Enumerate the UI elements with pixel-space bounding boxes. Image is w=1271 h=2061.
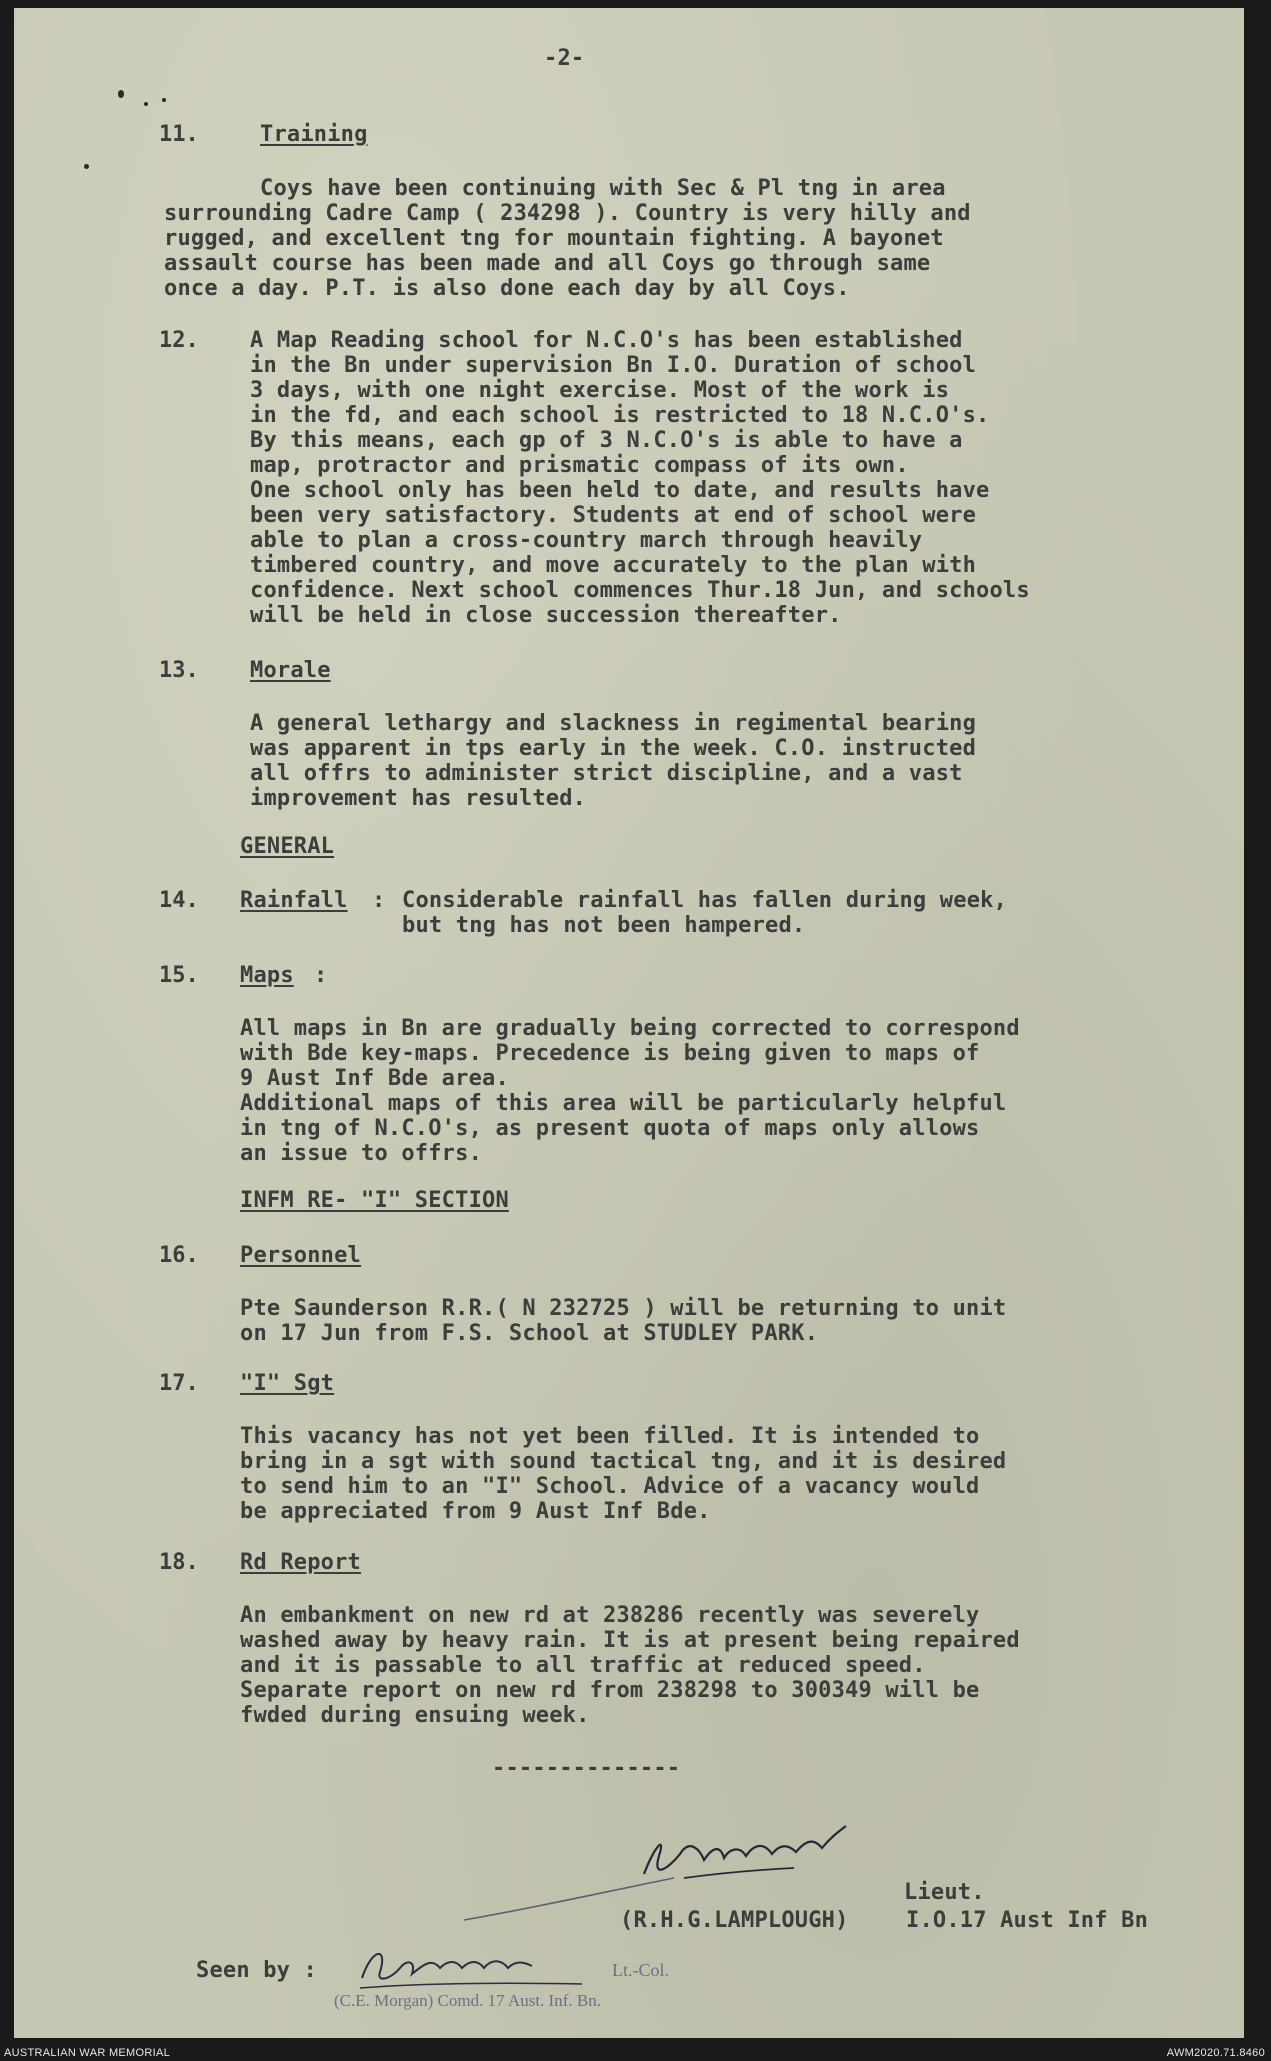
text-line: Separate report on new rd from 238298 to 300349 will be [240, 1678, 980, 1703]
text-line: timbered country, and move accurately to the plan with [250, 553, 977, 578]
section-heading: Morale [250, 658, 331, 683]
text-line: 9 Aust Inf Bde area. [240, 1066, 509, 1091]
text-line: able to plan a cross-country march through heavily [250, 528, 923, 553]
section-number: 16. [159, 1243, 199, 1268]
text-line: in the fd, and each school is restricted to 18 N.C.O's. [250, 403, 990, 428]
text-line: A general lethargy and slackness in regimental bearing [250, 711, 977, 736]
text-line: on 17 Jun from F.S. School at STUDLEY PARK. [240, 1321, 819, 1346]
footer-accession: AWM2020.71.8460 [1166, 2047, 1265, 2059]
group-heading: GENERAL [240, 834, 335, 859]
ink-mark [118, 90, 124, 98]
section-colon: : [372, 888, 386, 913]
group-heading: INFM RE- "I" SECTION [240, 1188, 509, 1213]
text-line: assault course has been made and all Coys go through same [164, 251, 931, 276]
section-number: 17. [159, 1371, 199, 1396]
text-line: fwded during ensuing week. [240, 1703, 590, 1728]
section-heading: Training [260, 122, 368, 147]
text-line: improvement has resulted. [250, 786, 587, 811]
text-line: This vacancy has not yet been filled. It is intended to [240, 1424, 980, 1449]
text-line: By this means, each gp of 3 N.C.O's is able to have a [250, 428, 963, 453]
section-colon: : [314, 963, 328, 988]
seen-by-stamp: (C.E. Morgan) Comd. 17 Aust. Inf. Bn. [334, 1991, 601, 2010]
text-line: bring in a sgt with sound tactical tng, and it is desired [240, 1449, 1007, 1474]
divider: -------------- [492, 1756, 681, 1781]
seen-by-label: Seen by : [196, 1958, 318, 1983]
text-line: An embankment on new rd at 238286 recently was severely [240, 1603, 980, 1628]
section-heading: "I" Sgt [240, 1371, 335, 1396]
section-heading: Rd Report [240, 1550, 362, 1575]
text-line: once a day. P.T. is also done each day by all Coys. [164, 276, 850, 301]
text-line: was apparent in tps early in the week. C.O. instructed [250, 736, 977, 761]
document-page [14, 8, 1244, 2038]
text-line: A Map Reading school for N.C.O's has been established [250, 328, 963, 353]
seen-by-handwritten [354, 1948, 360, 1949]
text-line: in the Bn under supervision Bn I.O. Duration of school [250, 353, 977, 378]
text-line: map, protractor and prismatic compass of its own. [250, 453, 909, 478]
text-line: rugged, and excellent tng for mountain fighting. A bayonet [164, 226, 944, 251]
text-line: with Bde key-maps. Precedence is being given to maps of [240, 1041, 980, 1066]
signature-handwritten [654, 1828, 661, 1829]
text-line: all offrs to administer strict discipline, and a vast [250, 761, 963, 786]
section-number: 13. [159, 658, 199, 683]
text-line: confidence. Next school commences Thur.18 Jun, and schools [250, 578, 1030, 603]
section-number: 12. [159, 328, 199, 353]
text-line: in tng of N.C.O's, as present quota of maps only allows [240, 1116, 980, 1141]
signature-name: (R.H.G.LAMPLOUGH) [620, 1908, 849, 1933]
text-line: 3 days, with one night exercise. Most of the work is [250, 378, 950, 403]
text-line: surrounding Cadre Camp ( 234298 ). Country is very hilly and [164, 201, 971, 226]
ink-mark [84, 164, 89, 169]
text-line: All maps in Bn are gradually being corrected to correspond [240, 1016, 1020, 1041]
text-line: Considerable rainfall has fallen during week, [402, 888, 1008, 913]
section-number: 11. [159, 122, 199, 147]
section-number: 15. [159, 963, 199, 988]
seen-by-signature-scrawl [352, 1938, 592, 1998]
text-line: Additional maps of this area will be particularly helpful [240, 1091, 1007, 1116]
seen-by-rank: Lt.-Col. [612, 1960, 669, 1980]
ink-mark [162, 98, 166, 102]
text-line: an issue to offrs. [240, 1141, 483, 1166]
text-line: Pte Saunderson R.R.( N 232725 ) will be returning to unit [240, 1296, 1007, 1321]
section-heading: Personnel [240, 1243, 362, 1268]
text-line: One school only has been held to date, and results have [250, 478, 990, 503]
section-number: 14. [159, 888, 199, 913]
text-line: to send him to an "I" School. Advice of a vacancy would [240, 1474, 980, 1499]
footer-source: AUSTRALIAN WAR MEMORIAL [4, 2047, 171, 2059]
section-heading: Rainfall [240, 888, 348, 913]
text-line: washed away by heavy rain. It is at present being repaired [240, 1628, 1020, 1653]
text-line: will be held in close succession thereafter. [250, 603, 842, 628]
text-line: been very satisfactory. Students at end of school were [250, 503, 977, 528]
signature-rank: Lieut. [904, 1880, 985, 1905]
text-line: but tng has not been hampered. [402, 913, 806, 938]
section-number: 18. [159, 1550, 199, 1575]
text-line: and it is passable to all traffic at reduced speed. [240, 1653, 926, 1678]
section-heading: Maps [240, 963, 294, 988]
signature-appointment: I.O.17 Aust Inf Bn [906, 1908, 1149, 1933]
ink-mark [144, 102, 148, 106]
text-line: Coys have been continuing with Sec & Pl tng in area [260, 176, 946, 201]
page-number: -2- [544, 46, 585, 71]
text-line: be appreciated from 9 Aust Inf Bde. [240, 1499, 711, 1524]
